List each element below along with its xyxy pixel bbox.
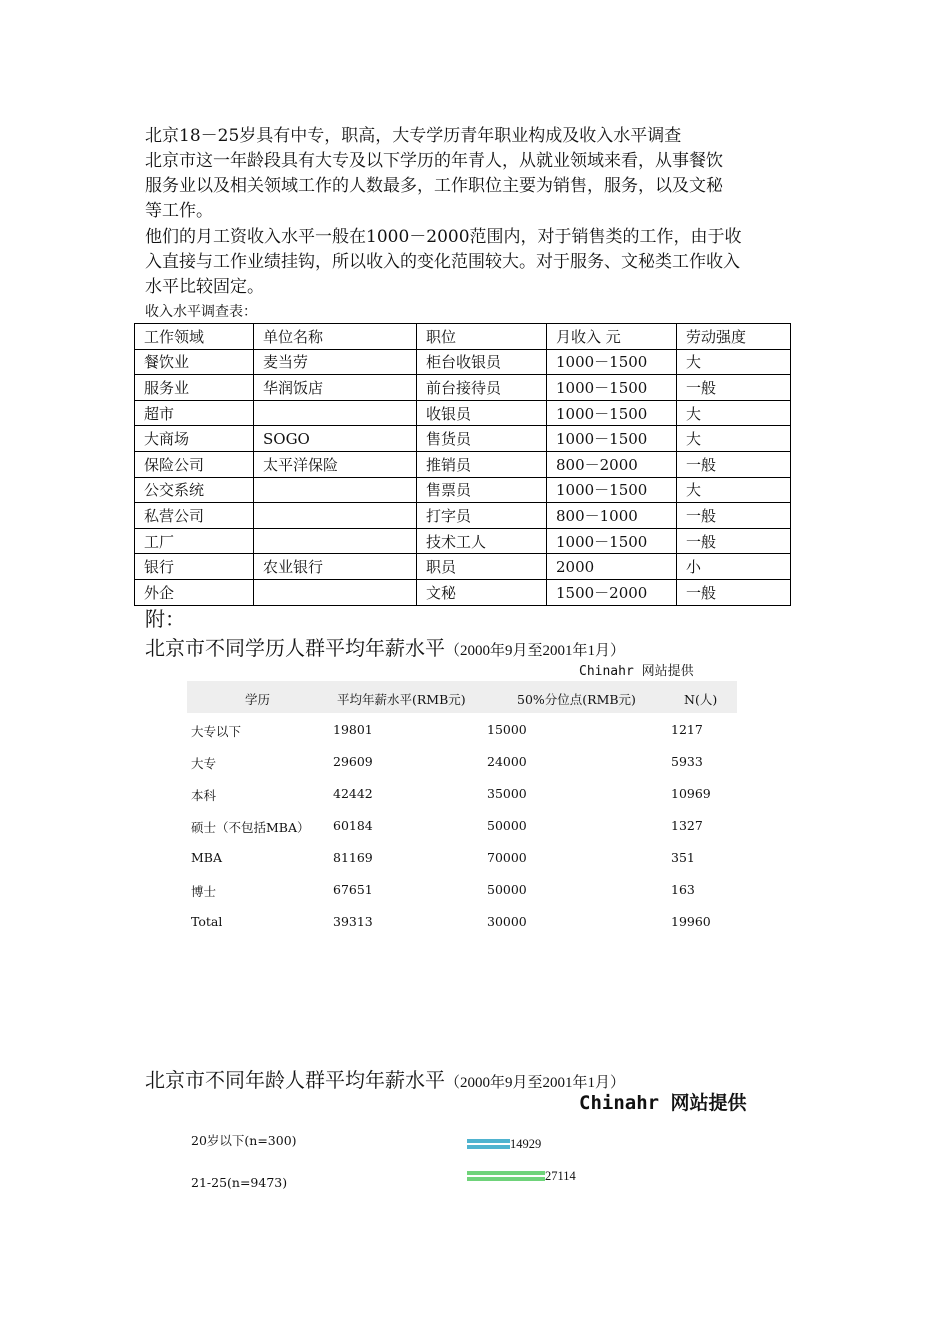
edu-cell: 1217 bbox=[671, 722, 703, 737]
edu-row bbox=[187, 809, 737, 841]
edu-cell: 24000 bbox=[487, 754, 527, 769]
table-cell: 一般 bbox=[677, 528, 791, 554]
table-cell: 职员 bbox=[417, 554, 547, 580]
edu-cell: 39313 bbox=[333, 914, 373, 929]
edu-row bbox=[187, 873, 737, 905]
edu-period: （2000年9月至2001年1月） bbox=[445, 643, 626, 659]
table-cell: 柜台收银员 bbox=[417, 349, 547, 375]
table-cell: 外企 bbox=[135, 579, 254, 605]
table-cell: 公交系统 bbox=[135, 477, 254, 503]
edu-cell: 50000 bbox=[487, 882, 527, 897]
edu-cell: 60184 bbox=[333, 818, 373, 833]
edu-cell: 10969 bbox=[671, 786, 711, 801]
edu-cell: 42442 bbox=[333, 786, 373, 801]
header-cell: 劳动强度 bbox=[677, 324, 791, 350]
edu-cell: 博士 bbox=[191, 884, 217, 899]
edu-row bbox=[187, 745, 737, 777]
edu-cell: 81169 bbox=[333, 850, 373, 865]
table-cell: 收银员 bbox=[417, 400, 547, 426]
edu-cell: 硕士（不包括MBA） bbox=[191, 820, 310, 835]
edu-cell: 大专以下 bbox=[191, 724, 242, 739]
table-row bbox=[135, 375, 791, 401]
table-cell: 前台接待员 bbox=[417, 375, 547, 401]
edu-cell: 19801 bbox=[333, 722, 373, 737]
table-header-row bbox=[135, 324, 791, 350]
table-cell: 一般 bbox=[677, 503, 791, 529]
table-cell: 保险公司 bbox=[135, 451, 254, 477]
table-cell: 工厂 bbox=[135, 528, 254, 554]
table-cell: 1000－1500 bbox=[547, 349, 677, 375]
edu-table bbox=[187, 681, 737, 937]
age-chart-title bbox=[145, 1064, 625, 1093]
edu-row bbox=[187, 841, 737, 873]
table-cell: 农业银行 bbox=[254, 554, 417, 580]
table-cell: 大商场 bbox=[135, 426, 254, 452]
paragraph-line: 服务业以及相关领域工作的人数最多，工作职位主要为销售，服务，以及文秘 bbox=[145, 176, 723, 196]
table-cell: 文秘 bbox=[417, 579, 547, 605]
table-cell: 800－2000 bbox=[547, 451, 677, 477]
table-cell: 餐饮业 bbox=[135, 349, 254, 375]
table-cell: 银行 bbox=[135, 554, 254, 580]
table-cell: 1000－1500 bbox=[547, 477, 677, 503]
header-cell: 月收入 元 bbox=[547, 324, 677, 350]
edu-cell: 35000 bbox=[487, 786, 527, 801]
edu-cell: 30000 bbox=[487, 914, 527, 929]
table-cell: 大 bbox=[677, 349, 791, 375]
edu-cell: 本科 bbox=[191, 788, 217, 803]
table-cell: 服务业 bbox=[135, 375, 254, 401]
table-row bbox=[135, 579, 791, 605]
table-cell: 一般 bbox=[677, 579, 791, 605]
paragraph-line: 水平比较固定。 bbox=[145, 277, 264, 297]
table-cell: 一般 bbox=[677, 375, 791, 401]
age-source: Chinahr 网站提供 bbox=[579, 1092, 747, 1114]
table-cell bbox=[254, 528, 417, 554]
table-row bbox=[135, 426, 791, 452]
table-cell: 1000－1500 bbox=[547, 375, 677, 401]
table-cell: 1500－2000 bbox=[547, 579, 677, 605]
paragraph-line: 入直接与工作业绩挂钩，所以收入的变化范围较大。对于服务、文秘类工作收入 bbox=[145, 252, 740, 272]
age-title-text: 北京市不同年龄人群平均年薪水平 bbox=[145, 1068, 445, 1092]
edu-header-cell: 50%分位点(RMB元) bbox=[517, 692, 636, 707]
table-cell: 售货员 bbox=[417, 426, 547, 452]
table-row bbox=[135, 400, 791, 426]
edu-cell: 163 bbox=[671, 882, 695, 897]
table-row bbox=[135, 554, 791, 580]
table-row bbox=[135, 451, 791, 477]
table-cell: 超市 bbox=[135, 400, 254, 426]
edu-cell: 15000 bbox=[487, 722, 527, 737]
edu-cell: 351 bbox=[671, 850, 695, 865]
income-table bbox=[134, 323, 791, 606]
header-cell: 工作领域 bbox=[135, 324, 254, 350]
table-cell: 麦当劳 bbox=[254, 349, 417, 375]
table-cell bbox=[254, 579, 417, 605]
age-category-label: 21-25(n=9473) bbox=[191, 1175, 288, 1190]
table-cell: 大 bbox=[677, 426, 791, 452]
table-cell: 大 bbox=[677, 400, 791, 426]
table-cell: 1000－1500 bbox=[547, 528, 677, 554]
edu-cell: 5933 bbox=[671, 754, 703, 769]
age-bar-value: 14929 bbox=[510, 1137, 542, 1151]
header-cell: 职位 bbox=[417, 324, 547, 350]
edu-cell: MBA bbox=[191, 850, 223, 865]
age-bar-value: 27114 bbox=[545, 1169, 576, 1183]
age-category-label: 20岁以下(n=300) bbox=[191, 1133, 297, 1148]
edu-cell: Total bbox=[191, 914, 223, 929]
paragraph-line: 北京市这一年龄段具有大专及以下学历的年青人，从就业领域来看，从事餐饮 bbox=[145, 151, 723, 171]
edu-cell: 大专 bbox=[191, 756, 217, 771]
edu-cell: 50000 bbox=[487, 818, 527, 833]
edu-source: Chinahr 网站提供 bbox=[579, 664, 694, 679]
edu-chart-title bbox=[145, 632, 625, 661]
table-cell bbox=[254, 400, 417, 426]
table-row bbox=[135, 477, 791, 503]
table-row bbox=[135, 349, 791, 375]
appendix-label: 附： bbox=[145, 607, 185, 631]
table-cell: 推销员 bbox=[417, 451, 547, 477]
table-row bbox=[135, 503, 791, 529]
edu-header-cell: 平均年薪水平(RMB元) bbox=[337, 692, 466, 707]
table-cell: 太平洋保险 bbox=[254, 451, 417, 477]
edu-cell: 29609 bbox=[333, 754, 373, 769]
header-cell: 单位名称 bbox=[254, 324, 417, 350]
edu-cell: 67651 bbox=[333, 882, 373, 897]
table-cell: 1000－1500 bbox=[547, 426, 677, 452]
table-cell bbox=[254, 503, 417, 529]
table-cell: 小 bbox=[677, 554, 791, 580]
edu-row bbox=[187, 713, 737, 745]
table-cell: 1000－1500 bbox=[547, 400, 677, 426]
edu-header-cell: 学历 bbox=[245, 692, 271, 707]
table-cell: 售票员 bbox=[417, 477, 547, 503]
table-cell: 一般 bbox=[677, 451, 791, 477]
edu-cell: 1327 bbox=[671, 818, 703, 833]
age-period: （2000年9月至2001年1月） bbox=[445, 1075, 626, 1091]
table-cell: 打字员 bbox=[417, 503, 547, 529]
edu-header-row bbox=[187, 681, 737, 713]
edu-title-text: 北京市不同学历人群平均年薪水平 bbox=[145, 636, 445, 660]
edu-header-cell: N(人) bbox=[684, 692, 718, 707]
table-cell bbox=[254, 477, 417, 503]
edu-cell: 19960 bbox=[671, 914, 711, 929]
age-bar bbox=[467, 1139, 510, 1149]
edu-row bbox=[187, 777, 737, 809]
survey-title: 北京18－25岁具有中专，职高，大专学历青年职业构成及收入水平调查 bbox=[145, 126, 682, 146]
table-cell: 私营公司 bbox=[135, 503, 254, 529]
paragraph-line: 他们的月工资收入水平一般在1000－2000范围内，对于销售类的工作，由于收 bbox=[145, 227, 742, 247]
table-caption: 收入水平调查表： bbox=[145, 304, 257, 320]
edu-cell: 70000 bbox=[487, 850, 527, 865]
table-cell: SOGO bbox=[254, 426, 417, 452]
table-cell: 华润饭店 bbox=[254, 375, 417, 401]
table-cell: 技术工人 bbox=[417, 528, 547, 554]
paragraph-line: 等工作。 bbox=[145, 201, 213, 221]
table-row bbox=[135, 528, 791, 554]
age-bar bbox=[467, 1171, 545, 1181]
table-cell: 2000 bbox=[547, 554, 677, 580]
edu-row bbox=[187, 905, 737, 937]
table-cell: 800－1000 bbox=[547, 503, 677, 529]
table-cell: 大 bbox=[677, 477, 791, 503]
